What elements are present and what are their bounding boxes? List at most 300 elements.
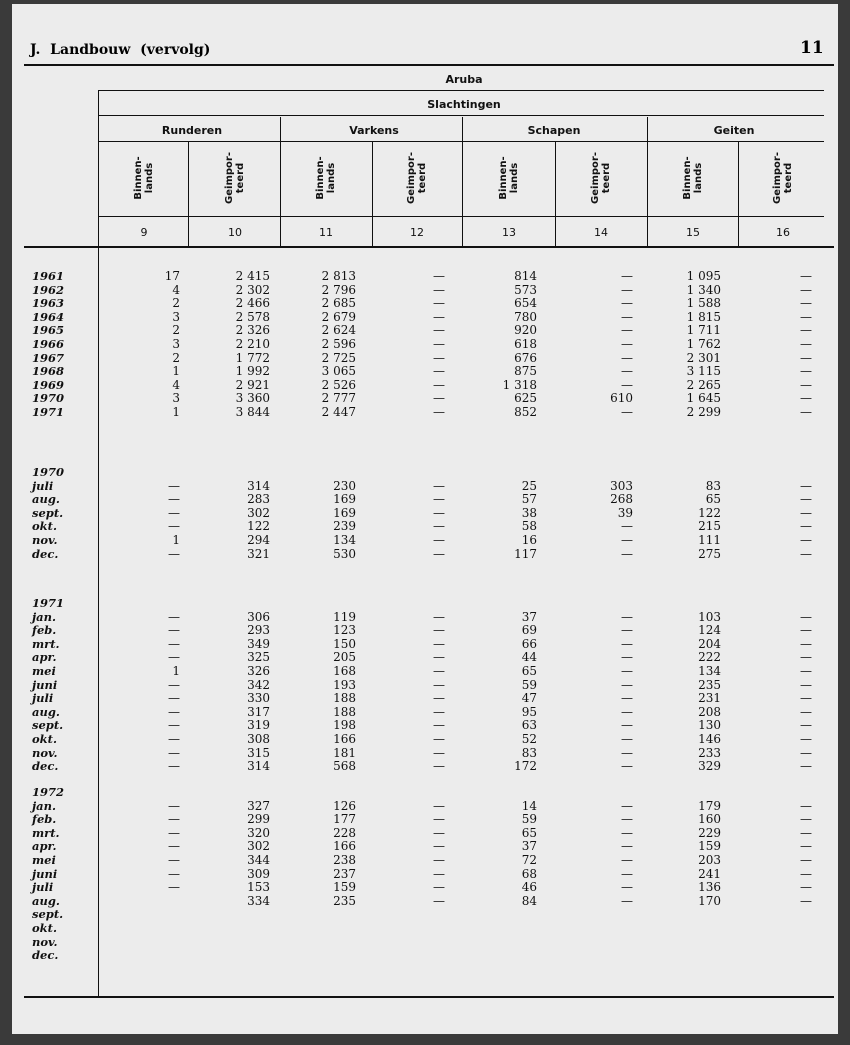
table-cell: 37 [521,609,537,624]
table-cell: 2 301 [686,350,721,365]
table-cell: — [168,546,180,561]
table-cell: 65 [521,664,537,678]
table-cell: 283 [247,492,270,507]
table-cell: 193 [333,677,356,692]
table-cell: 2 596 [321,337,356,351]
table-cell: 83 [521,745,537,760]
top-rule [24,64,834,66]
row-label: nov. [32,533,58,547]
table-cell: 170 [698,893,721,908]
table-cell: 780 [514,309,537,324]
row-label: nov. [32,934,58,949]
row-label: juli [32,880,54,895]
row-label: apr. [32,839,57,854]
row-label: 1965 [32,323,65,338]
table-cell: 57 [521,492,537,507]
column-subheading: Binnen- lands [682,156,704,200]
row-label: juli [32,691,54,706]
table-cell: 150 [333,636,356,651]
table-cell: 2 624 [321,323,356,338]
table-cell: — [621,364,633,379]
table-cell: 2 265 [686,377,721,392]
table-cell: — [433,636,445,651]
table-cell: 159 [698,839,721,854]
table-cell: 166 [333,839,356,854]
table-cell: — [621,880,633,895]
table-cell: 198 [333,718,356,733]
table-cell: — [433,337,445,351]
table-cell: 181 [333,745,356,760]
table-cell: — [168,478,180,493]
table-cell: — [621,269,633,283]
table-cell: — [800,732,812,746]
table-cell: 83 [705,478,721,493]
table-cell: 920 [514,323,537,338]
table-cell: — [800,309,812,324]
table-cell: 3 360 [235,391,270,406]
table-cell: 172 [514,759,537,774]
table-cell: 123 [333,623,356,638]
table-cell: 103 [698,609,721,624]
table-cell: 2 526 [321,377,356,392]
table-cell: — [168,677,180,692]
row-label: 1968 [32,364,65,379]
document-page [12,4,838,1034]
topic-heading: Slachtingen [427,98,501,111]
table-cell: 2 578 [235,309,270,324]
topic-rule [98,115,824,116]
table-cell: 314 [247,478,270,493]
table-cell: — [433,505,445,520]
row-label: 1963 [32,296,65,311]
table-cell: 38 [521,505,537,520]
table-cell: — [433,798,445,813]
table-cell: — [800,812,812,827]
table-cell: 344 [247,853,270,867]
row-label: sept. [32,907,64,922]
table-cell: — [168,704,180,719]
table-cell: — [800,492,812,507]
table-cell: — [621,377,633,392]
table-cell: — [621,825,633,840]
table-cell: 1 588 [686,296,721,311]
table-cell: 117 [514,546,537,561]
table-cell: — [433,350,445,365]
row-label: 1966 [32,337,65,351]
table-cell: — [800,650,812,665]
table-cell: 325 [247,650,270,665]
group-divider [647,117,648,246]
row-label: dec. [32,759,59,774]
table-cell: 2 [172,296,180,311]
table-cell: — [433,492,445,507]
table-cell: 160 [698,812,721,827]
table-cell: 330 [247,691,270,706]
table-cell: — [621,677,633,692]
table-cell: 126 [333,798,356,813]
table-cell: — [168,505,180,520]
table-cell: 46 [521,880,537,895]
table-cell: — [433,732,445,746]
table-cell: — [621,704,633,719]
region-heading: Aruba [445,73,483,86]
table-cell: — [433,759,445,774]
table-cell: — [433,677,445,692]
row-label: okt. [32,732,57,746]
table-cell: 4 [172,377,180,392]
bottom-rule [24,996,834,998]
row-label: juni [32,866,58,881]
table-cell: — [433,609,445,624]
row-label: 1969 [32,377,65,392]
table-cell: — [621,623,633,638]
table-cell: 315 [247,745,270,760]
table-cell: — [433,282,445,297]
table-cell: — [800,704,812,719]
table-cell: — [168,759,180,774]
table-cell: 1 [172,364,180,379]
group-heading: Varkens [349,124,399,137]
table-cell: 235 [698,677,721,692]
table-cell: — [433,745,445,760]
row-label: 1961 [32,269,65,283]
table-cell: 610 [610,391,633,406]
table-cell: 1 645 [686,391,721,406]
table-cell: — [433,623,445,638]
table-cell: — [168,798,180,813]
table-cell: 66 [521,636,537,651]
table-cell: 124 [698,623,721,638]
table-cell: 1 772 [235,350,270,365]
table-cell: 314 [247,759,270,774]
table-cell: 2 302 [235,282,270,297]
table-cell: 122 [698,505,721,520]
column-number: 14 [594,226,608,239]
table-cell: — [168,636,180,651]
table-cell: 1 095 [686,269,721,283]
table-cell: — [433,296,445,311]
table-cell: — [168,609,180,624]
table-cell: — [433,691,445,706]
table-cell: — [800,866,812,881]
table-cell: 215 [698,519,721,534]
table-cell: — [800,623,812,638]
table-cell: — [168,880,180,895]
table-cell: 222 [698,650,721,665]
row-label: mei [32,664,56,678]
column-number: 9 [140,226,148,239]
table-cell: — [800,825,812,840]
row-label: feb. [32,812,57,827]
row-label: jan. [32,609,56,624]
table-cell: 122 [247,519,270,534]
column-number: 10 [228,226,242,239]
table-cell: — [168,623,180,638]
table-cell: 676 [514,350,537,365]
table-cell: — [433,405,445,419]
table-cell: — [433,866,445,881]
table-cell: — [433,812,445,827]
table-cell: 275 [698,546,721,561]
table-cell: — [433,650,445,665]
table-cell: 16 [521,533,537,547]
table-cell: — [433,893,445,908]
table-cell: 2 415 [235,269,270,283]
table-cell: — [800,269,812,283]
subhead-rule [98,216,824,217]
group-rule [98,141,824,142]
table-cell: 299 [247,812,270,827]
table-cell: 317 [247,704,270,719]
row-label: mei [32,853,56,867]
table-cell: — [621,350,633,365]
table-cell: 293 [247,623,270,638]
table-cell: 179 [698,798,721,813]
table-cell: — [621,798,633,813]
table-cell: 17 [164,269,180,283]
table-cell: 65 [521,825,537,840]
table-cell: — [800,377,812,392]
table-cell: 134 [333,533,356,547]
table-cell: 654 [514,296,537,311]
column-subheading: Binnen- lands [315,156,337,200]
block-year-title: 1972 [32,785,65,799]
row-label: apr. [32,650,57,665]
table-cell: — [168,745,180,760]
table-cell: 208 [698,704,721,719]
table-cell: — [168,492,180,507]
table-cell: 306 [247,609,270,624]
table-cell: 320 [247,825,270,840]
column-subheading: Binnen- lands [133,156,155,200]
region-rule [98,90,824,91]
table-cell: 239 [333,519,356,534]
sub-divider [555,141,556,246]
table-cell: — [621,309,633,324]
table-cell: — [433,880,445,895]
table-cell: 3 [172,391,180,406]
table-cell: — [168,519,180,534]
sub-divider [372,141,373,246]
table-cell: — [621,718,633,733]
row-label: 1967 [32,350,65,365]
column-subheading: Geimpor- teerd [406,152,428,204]
row-label: aug. [32,704,60,719]
table-cell: — [621,853,633,867]
row-label: juli [32,478,54,493]
table-cell: — [800,337,812,351]
table-cell: 329 [698,759,721,774]
table-cell: — [621,650,633,665]
table-cell: 2 [172,350,180,365]
row-label: nov. [32,745,58,760]
column-number: 15 [686,226,700,239]
table-cell: 573 [514,282,537,297]
table-cell: 268 [610,492,633,507]
table-cell: — [621,732,633,746]
row-label: 1971 [32,405,65,419]
table-cell: 342 [247,677,270,692]
table-cell: 3 [172,309,180,324]
table-cell: — [621,759,633,774]
table-cell: 618 [514,337,537,351]
table-cell: 235 [333,893,356,908]
table-cell: — [621,405,633,419]
table-cell: — [800,609,812,624]
stub-divider [98,90,99,996]
table-cell: 2 679 [321,309,356,324]
column-number: 12 [410,226,424,239]
table-cell: — [433,825,445,840]
row-label: 1970 [32,391,65,406]
table-cell: 319 [247,718,270,733]
table-cell: — [168,691,180,706]
table-cell: — [800,296,812,311]
sub-divider [188,141,189,246]
table-cell: 3 844 [235,405,270,419]
table-cell: 238 [333,853,356,867]
table-cell: 130 [698,718,721,733]
table-cell: 146 [698,732,721,746]
table-cell: 303 [610,478,633,493]
table-cell: — [800,759,812,774]
sub-divider [738,141,739,246]
table-cell: 169 [333,492,356,507]
table-cell: 68 [521,866,537,881]
table-cell: 169 [333,505,356,520]
table-cell: 134 [698,664,721,678]
table-cell: 153 [247,880,270,895]
table-cell: — [800,519,812,534]
column-number: 13 [502,226,516,239]
table-cell: 326 [247,664,270,678]
table-cell: — [800,853,812,867]
row-label: aug. [32,893,60,908]
table-cell: — [168,718,180,733]
table-cell: 231 [698,691,721,706]
table-cell: 2 796 [321,282,356,297]
row-label: aug. [32,492,60,507]
table-cell: 241 [698,866,721,881]
table-cell: — [433,664,445,678]
table-cell: — [621,533,633,547]
table-cell: 14 [521,798,537,813]
table-cell: — [168,866,180,881]
header-bottom-rule [24,246,834,248]
table-cell: — [621,519,633,534]
table-cell: — [621,323,633,338]
table-cell: 4 [172,282,180,297]
row-label: 1964 [32,309,65,324]
table-cell: 37 [521,839,537,854]
table-cell: — [168,839,180,854]
table-cell: 177 [333,812,356,827]
table-cell: — [800,391,812,406]
table-cell: — [800,677,812,692]
table-cell: 334 [247,893,270,908]
table-cell: — [800,350,812,365]
table-cell: — [800,546,812,561]
table-cell: 2 447 [321,405,356,419]
table-cell: — [168,732,180,746]
table-cell: 530 [333,546,356,561]
table-cell: 1 [172,533,180,547]
table-cell: 349 [247,636,270,651]
table-cell: — [621,812,633,827]
table-cell: 302 [247,505,270,520]
table-cell: 69 [521,623,537,638]
table-cell: — [621,636,633,651]
table-cell: 63 [521,718,537,733]
table-cell: — [168,812,180,827]
table-cell: 2 921 [235,377,270,392]
table-cell: 95 [521,704,537,719]
group-divider [280,117,281,246]
table-cell: 159 [333,880,356,895]
table-cell: 39 [617,505,633,520]
table-cell: 47 [521,691,537,706]
column-subheading: Geimpor- teerd [224,152,246,204]
table-cell: — [433,377,445,392]
table-cell: — [800,323,812,338]
table-cell: 1 [172,664,180,678]
table-cell: — [621,609,633,624]
group-divider [462,117,463,246]
table-cell: — [621,337,633,351]
table-cell: — [621,893,633,908]
row-label: okt. [32,921,57,935]
block-year-title: 1970 [32,465,65,479]
table-cell: — [621,691,633,706]
table-cell: 188 [333,704,356,719]
table-cell: 84 [521,893,537,908]
table-cell: 166 [333,732,356,746]
table-cell: — [800,691,812,706]
table-cell: — [800,893,812,908]
table-cell: 875 [514,364,537,379]
table-cell: 229 [698,825,721,840]
table-cell: — [800,839,812,854]
table-cell: 25 [521,478,537,493]
table-cell: 52 [521,732,537,746]
row-label: sept. [32,505,64,520]
table-cell: 228 [333,825,356,840]
table-cell: — [621,546,633,561]
table-cell: — [800,533,812,547]
table-cell: 168 [333,664,356,678]
row-label: dec. [32,546,59,561]
column-subheading: Geimpor- teerd [590,152,612,204]
table-cell: — [621,839,633,854]
table-cell: — [433,323,445,338]
table-cell: 294 [247,533,270,547]
table-cell: 1 762 [686,337,721,351]
group-heading: Schapen [527,124,581,137]
table-cell: — [800,745,812,760]
table-cell: 136 [698,880,721,895]
table-cell: 321 [247,546,270,561]
table-cell: — [621,745,633,760]
table-cell: — [621,866,633,881]
table-cell: — [621,282,633,297]
table-cell: 233 [698,745,721,760]
table-cell: 188 [333,691,356,706]
table-cell: 2 326 [235,323,270,338]
table-cell: 1 815 [686,309,721,324]
table-cell: 2 813 [321,269,356,283]
table-cell: — [800,405,812,419]
table-cell: — [433,364,445,379]
